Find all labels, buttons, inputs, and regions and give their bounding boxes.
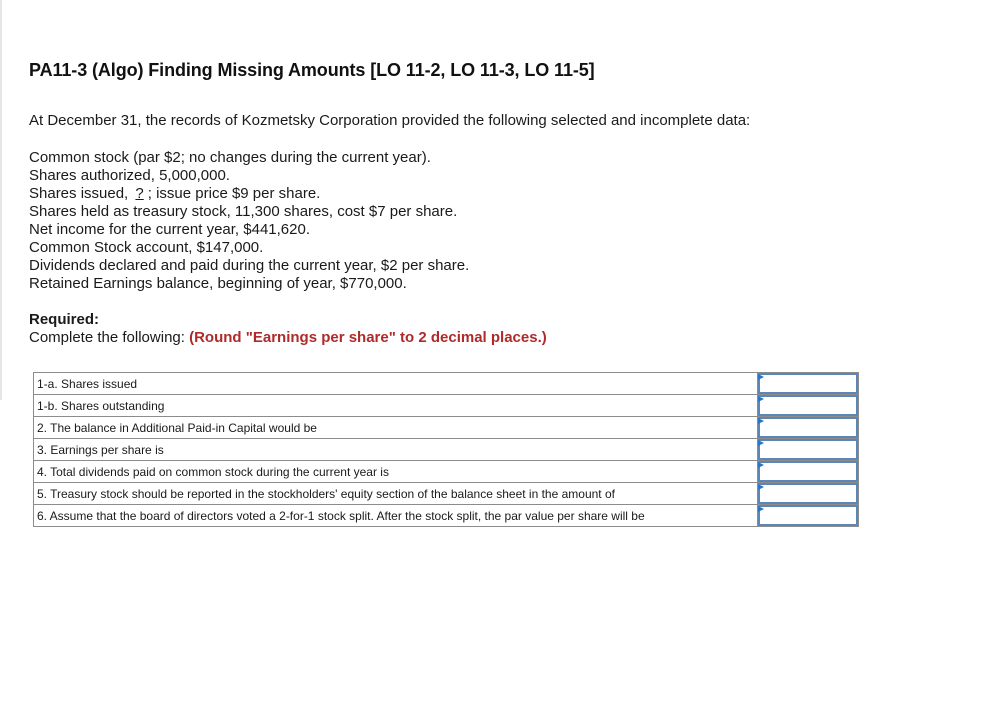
list-item: Dividends declared and paid during the current year, $2 per share. <box>29 257 470 274</box>
answer-table <box>33 372 859 527</box>
answer-input-shares-issued[interactable] <box>758 373 858 394</box>
page-title: PA11-3 (Algo) Finding Missing Amounts [LO 11-2, LO 11-3, LO 11-5] <box>29 60 595 80</box>
question-label: 5. Treasury stock should be reported in the stockholders' equity section of the balance sheet in the amount of <box>34 483 758 505</box>
instruction-text: Complete the following: <box>29 329 185 346</box>
required-heading: Required: <box>29 311 100 328</box>
answer-input-dividends[interactable] <box>758 461 858 482</box>
question-label: 4. Total dividends paid on common stock during the current year is <box>34 461 758 483</box>
table-row <box>34 417 859 439</box>
shares-issued-prefix: Shares issued, <box>29 185 129 202</box>
table-row <box>34 439 859 461</box>
table-row <box>34 395 859 417</box>
list-item: Shares held as treasury stock, 11,300 shares, cost $7 per share. <box>29 203 458 220</box>
left-divider <box>0 0 2 400</box>
list-item <box>29 185 469 203</box>
question-label: 1-b. Shares outstanding <box>34 395 758 417</box>
question-label: 6. Assume that the board of directors voted a 2-for-1 stock split. After the stock split, the par value per share will be <box>34 505 758 527</box>
table-row <box>34 373 859 395</box>
given-data-list <box>29 149 469 293</box>
list-item: Net income for the current year, $441,620. <box>29 221 310 238</box>
answer-cell <box>758 505 859 527</box>
table-row <box>34 483 859 505</box>
table-row <box>34 461 859 483</box>
answer-cell <box>758 417 859 439</box>
table-row <box>34 505 859 527</box>
answer-input-par-value[interactable] <box>758 505 858 526</box>
answer-cell <box>758 373 859 395</box>
unknown-value: ? <box>135 185 144 202</box>
answer-cell <box>758 395 859 417</box>
answer-input-treasury[interactable] <box>758 483 858 504</box>
question-label: 3. Earnings per share is <box>34 439 758 461</box>
answer-cell <box>758 483 859 505</box>
answer-cell <box>758 439 859 461</box>
shares-issued-suffix: ; issue price $9 per share. <box>147 185 321 202</box>
answer-input-eps[interactable] <box>758 439 858 460</box>
question-label: 2. The balance in Additional Paid-in Capital would be <box>34 417 758 439</box>
question-label: 1-a. Shares issued <box>34 373 758 395</box>
list-item: Common Stock account, $147,000. <box>29 239 264 256</box>
rounding-note: (Round "Earnings per share" to 2 decimal places.) <box>189 329 547 346</box>
list-item: Retained Earnings balance, beginning of year, $770,000. <box>29 275 407 292</box>
intro-text: At December 31, the records of Kozmetsky Corporation provided the following selected and incomplete data: <box>29 112 751 129</box>
answer-input-shares-outstanding[interactable] <box>758 395 858 416</box>
list-item: Common stock (par $2; no changes during the current year). <box>29 149 431 166</box>
answer-input-apic[interactable] <box>758 417 858 438</box>
answer-cell <box>758 461 859 483</box>
required-instruction <box>29 329 547 347</box>
list-item: Shares authorized, 5,000,000. <box>29 167 230 184</box>
